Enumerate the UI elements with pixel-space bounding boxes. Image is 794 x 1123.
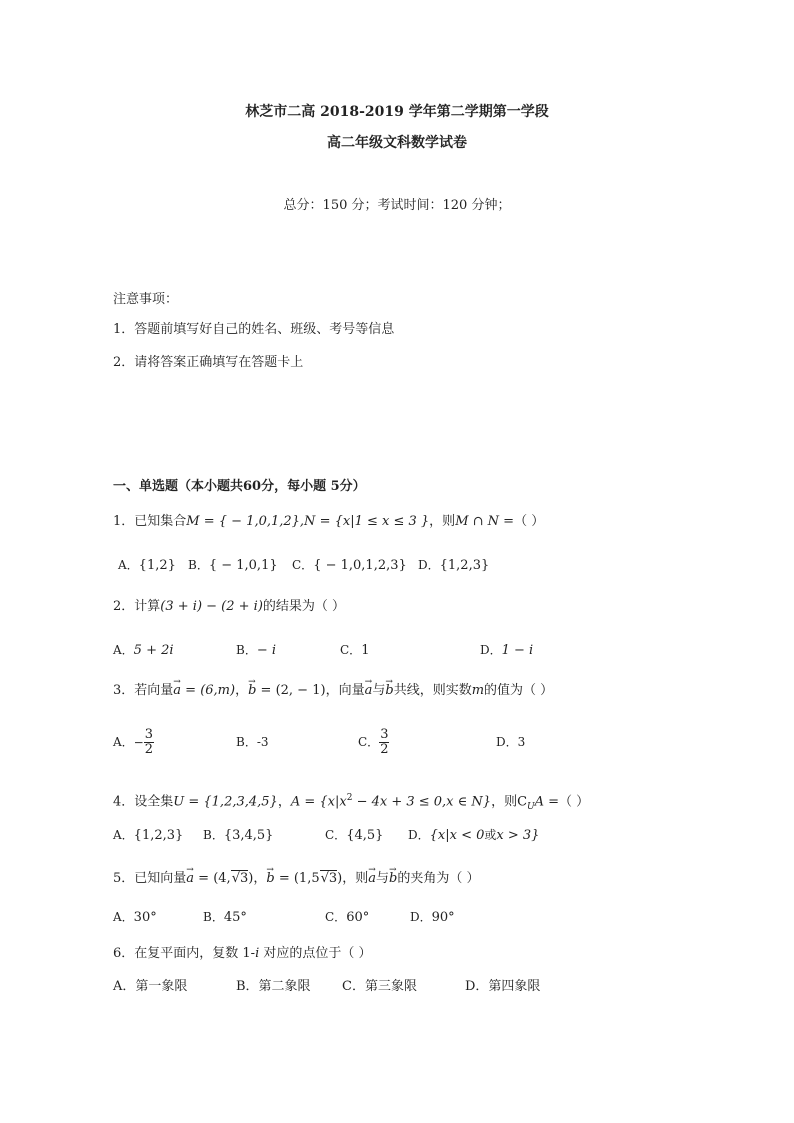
option-value: {3,4,5} [223, 828, 274, 843]
exam-title-line1: 林芝市二高 2018-2019 学年第二学期第一学段 [245, 104, 549, 120]
q3-option-b [236, 733, 269, 751]
q3-b-value: = (2, − 1) [256, 683, 326, 698]
option-label: C． [325, 910, 347, 924]
option-value: { − 1,0,1,2,3} [313, 558, 407, 573]
option-value: 60° [346, 910, 370, 925]
q3-m-var: m [471, 683, 485, 698]
q4-suffix: （ ） [559, 794, 590, 810]
q4-sep: ， [277, 794, 291, 810]
q5-prefix: 5．已知向量 [113, 871, 187, 886]
option-label: B． [236, 643, 257, 657]
q1-math2: M ∩ N = [455, 514, 515, 529]
complement-subscript: U [527, 801, 535, 812]
q5-sep: ， [253, 871, 267, 886]
q1-suffix: （ ） [514, 514, 545, 529]
option-label: D． [418, 558, 440, 572]
q4-universal-set: U = {1,2,3,4,5} [173, 794, 278, 810]
option-value: 90° [431, 910, 455, 925]
option-value: -3 [256, 735, 269, 749]
imaginary-unit: i [255, 946, 260, 961]
q3-option-c [358, 720, 389, 764]
question-2-stem [113, 598, 345, 616]
q1-option-c [292, 556, 407, 575]
vector-a: → a [368, 870, 376, 888]
option-label: A． [113, 910, 134, 924]
option-value-part2: x > 3} [496, 828, 540, 843]
score-info: 总分：150 分；考试时间：120 分钟； [283, 198, 511, 213]
q3-sep: ， [235, 683, 249, 698]
q3-mid: ，向量 [325, 683, 365, 698]
option-label: D． [408, 828, 430, 842]
option-value-or: 或 [484, 828, 497, 842]
q4-option-d [408, 826, 539, 845]
option-label: A． [118, 558, 139, 572]
option-label: B． [188, 558, 209, 572]
question-4-stem [113, 789, 589, 816]
question-6-stem [113, 945, 372, 963]
numerator: 3 [380, 727, 389, 742]
q4-option-a [113, 826, 183, 845]
sqrt: √3 [231, 871, 249, 886]
option-value: {4,5} [346, 828, 384, 843]
q4-prefix: 4．设全集 [113, 794, 174, 810]
option-label: C． [325, 828, 347, 842]
q3-mid2: 与 [372, 683, 386, 698]
vector-b: → b [385, 682, 393, 700]
question-5-stem [113, 870, 480, 888]
q3-suffix: 的值为（ ） [484, 683, 554, 698]
option-value: {1,2} [138, 558, 176, 573]
q6-option-a: A．第一象限 [113, 979, 188, 994]
q4-set-a-part2: − 4x + 3 ≤ 0,x ∈ N} [352, 794, 492, 810]
q3-prefix: 3．若向量 [113, 683, 174, 698]
q2-suffix: 的结果为（ ） [262, 599, 346, 614]
q6-option-b: B．第二象限 [236, 979, 311, 994]
denominator: 2 [144, 742, 154, 757]
q5-b-value: = (1,5 [274, 871, 320, 886]
vector-b: → b [389, 870, 397, 888]
option-label: C． [340, 643, 362, 657]
option-label: B． [236, 735, 257, 749]
q4-option-b [203, 826, 273, 845]
q6-stem-post: 对应的点位于（ ） [259, 946, 372, 961]
notes-item-1: 1．答题前填写好自己的姓名、班级、考号等信息 [113, 322, 395, 337]
q4-exponent: 2 [346, 793, 353, 803]
q4-complement-tail: A = [534, 794, 560, 810]
q6-stem-pre: 6．在复平面内，复数 1- [113, 946, 256, 961]
q5-option-c [325, 908, 369, 927]
q5-a-close: ) [248, 871, 254, 886]
option-label: C． [358, 735, 380, 749]
question-3-stem [113, 682, 553, 700]
q4-option-c [325, 826, 383, 845]
q3-a-value: = (6,m) [181, 683, 236, 698]
q2-math: (3 + i) − (2 + i) [160, 599, 263, 614]
option-label: A． [113, 643, 134, 657]
fraction [144, 728, 154, 757]
q2-option-d [480, 641, 533, 660]
fraction [379, 728, 389, 757]
q1-option-b [188, 556, 278, 575]
notes-item-2: 2．请将答案正确填写在答题卡上 [113, 355, 304, 370]
option-value: {1,2,3} [133, 828, 184, 843]
q3-mid3: 共线，则实数 [393, 683, 472, 698]
option-value-part1: {x|x < 0 [429, 828, 485, 843]
option-label: B． [203, 910, 224, 924]
denominator: 2 [380, 742, 389, 757]
q1-mid: ，则 [429, 514, 456, 529]
option-label: A． [113, 828, 134, 842]
q1-prefix: 1．已知集合 [113, 514, 187, 529]
option-label: B． [203, 828, 224, 842]
notes-title: 注意事项： [113, 292, 179, 307]
option-value: − i [256, 643, 277, 658]
sqrt-radicand: 3 [239, 871, 249, 886]
q5-option-a [113, 908, 157, 927]
q1-option-a [118, 556, 176, 575]
option-value: {1,2,3} [439, 558, 490, 573]
q5-mid2: 与 [376, 871, 390, 886]
option-value: 45° [223, 910, 247, 925]
option-label: D． [480, 643, 502, 657]
q3-option-a [113, 720, 154, 765]
q5-option-d [410, 908, 455, 927]
option-label: C． [292, 558, 314, 572]
option-value: 5 + 2i [133, 643, 174, 658]
vector-a: → a [365, 682, 373, 700]
q2-prefix: 2．计算 [113, 599, 161, 614]
q5-a-value: = (4, [194, 871, 231, 886]
q5-mid: ，则 [342, 871, 369, 886]
exam-title-line2: 高二年级文科数学试卷 [327, 135, 467, 151]
option-label: D． [410, 910, 432, 924]
sqrt: √3 [320, 871, 338, 886]
q4-mid: ，则 [491, 794, 518, 810]
q4-set-a-part1: A = {x|x [290, 794, 347, 810]
q5-b-close: ) [337, 871, 343, 886]
numerator: 3 [144, 727, 154, 742]
q5-suffix: 的夹角为（ ） [397, 871, 480, 886]
q2-option-a [113, 641, 174, 660]
section-title: 一、单选题（本小题共60分，每小题 5分） [113, 479, 366, 494]
sqrt-radicand: 3 [328, 871, 338, 886]
question-1-stem [113, 513, 544, 531]
q5-option-b [203, 908, 247, 927]
q1-option-d [418, 556, 489, 575]
vector-b: → b [248, 682, 256, 700]
complement-symbol: C [517, 794, 528, 810]
q1-math: M = { − 1,0,1,2},N = {x|1 ≤ x ≤ 3 } [186, 514, 430, 529]
option-value: 1 [361, 643, 370, 658]
option-value: { − 1,0,1} [208, 558, 278, 573]
vector-a: → a [173, 682, 181, 700]
q2-option-c [340, 641, 369, 660]
q6-option-d: D．第四象限 [465, 979, 541, 994]
q6-option-c: C．第三象限 [342, 979, 417, 994]
option-value: 30° [133, 910, 157, 925]
option-label: A． [113, 735, 134, 749]
q3-option-d [496, 733, 525, 751]
vector-b: → b [266, 870, 274, 888]
option-value: 3 [517, 735, 526, 749]
option-label: D． [496, 735, 518, 749]
option-value: 1 − i [501, 643, 534, 658]
minus-sign: − [133, 735, 144, 750]
vector-a: → a [186, 870, 194, 888]
q2-option-b [236, 641, 276, 660]
